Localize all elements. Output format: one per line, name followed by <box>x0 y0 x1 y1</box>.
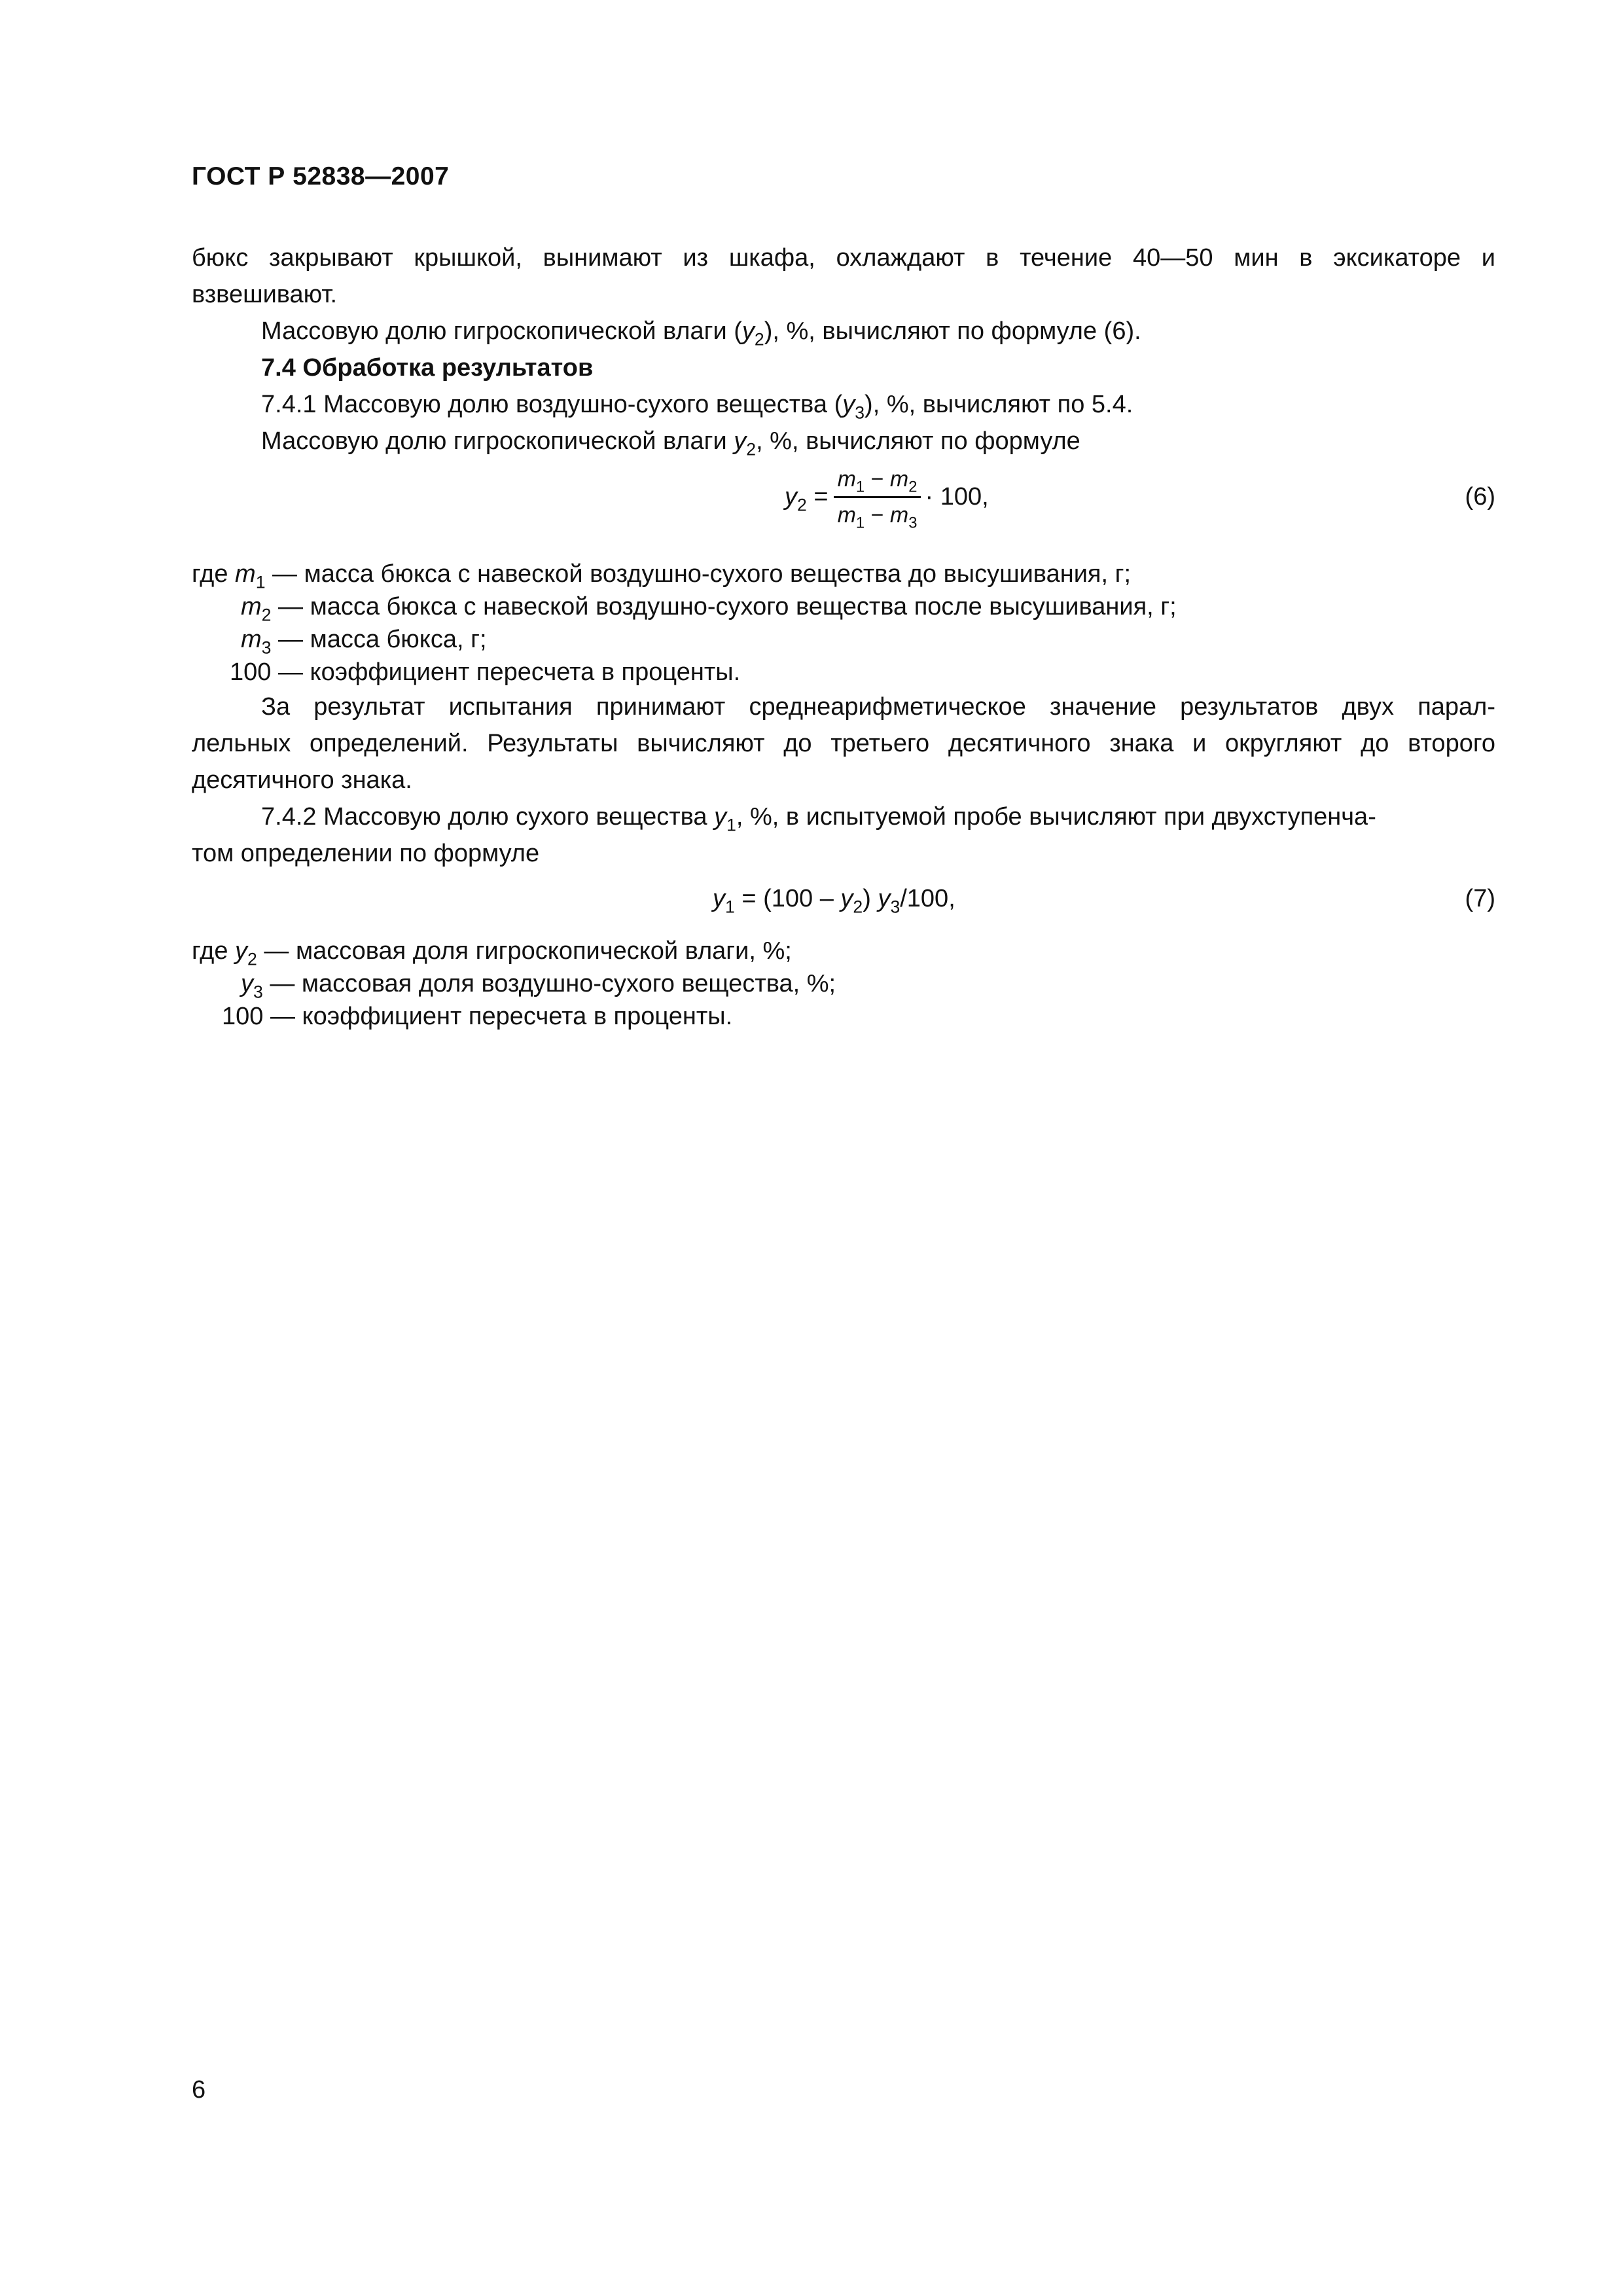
subscript: 2 <box>746 439 757 459</box>
text-run: ), %, вычисляют по формуле (6). <box>764 317 1141 345</box>
variable: y <box>842 391 855 418</box>
variable: y <box>741 317 755 345</box>
formula-number: (7) <box>1465 885 1495 912</box>
text-run: ), %, вычисляют по 5.4. <box>865 391 1133 418</box>
variable: y <box>714 803 727 831</box>
where-item: 100 — коэффициент пересчета в проценты. <box>222 1003 733 1030</box>
paragraph-line <box>192 313 1495 350</box>
subscript: 3 <box>855 403 865 423</box>
text-run: 7.4.2 Массовую долю сухого вещества <box>261 803 715 831</box>
paragraph-line: десятичного знака. <box>192 766 412 794</box>
fraction-numerator: $m_1 - m_2$ <box>834 466 921 498</box>
paragraph-line <box>192 386 1495 423</box>
variable: y <box>734 427 747 455</box>
where-item: где $y_2$ — массовая доля гигроскопической влаги, %; <box>192 937 792 969</box>
formula-lhs: $y_2$ = <box>785 483 829 515</box>
paragraph-line: лельных определений. Результаты вычисляют до третьего десятичного знака и округляют до второго <box>192 730 1495 757</box>
text-run: 7.4.1 Массовую долю воздушно-сухого вещества ( <box>261 391 843 418</box>
text-run: Массовую долю гигроскопической влаги <box>261 427 734 455</box>
formula-7-expression: $y_1 = (100 - y_2)$ $y_3/100$, <box>713 885 955 917</box>
paragraph-line: взвешивают. <box>192 281 338 308</box>
formula-number: (6) <box>1465 483 1495 511</box>
formula-6-expression <box>785 466 989 532</box>
paragraph-line <box>192 423 1495 459</box>
fraction <box>834 466 921 532</box>
fraction-denominator: $m_1 - m_3$ <box>837 503 918 532</box>
paragraph-line: том определении по формуле <box>192 840 540 867</box>
formula-7 <box>192 872 1495 935</box>
where-item: $m_2$ — масса бюкса с навеской воздушно-сухого вещества после высушивания, г; <box>241 593 1177 625</box>
text-run: , %, в испытуемой пробе вычисляют при двухступенча- <box>736 803 1376 831</box>
page-number: 6 <box>192 2076 206 2104</box>
text-run: Массовую долю гигроскопической влаги ( <box>261 317 742 345</box>
paragraph-line: бюкс закрывают крышкой, вынимают из шкафа, охлаждают в течение 40—50 мин в эксикаторе и <box>192 244 1495 272</box>
formula-6 <box>192 459 1495 558</box>
where-item: $y_3$ — массовая доля воздушно-сухого вещества, %; <box>241 970 836 1002</box>
document-body <box>192 240 1495 1033</box>
paragraph-line: За результат испытания принимают среднеарифметическое значение результатов двух парал- <box>261 693 1495 721</box>
formula-rhs: · 100, <box>925 483 989 511</box>
section-heading: 7.4 Обработка результатов <box>261 354 594 382</box>
where-item: $m_3$ — масса бюкса, г; <box>241 626 487 658</box>
subscript: 2 <box>754 329 764 350</box>
paragraph-line <box>192 798 1495 835</box>
where-item: 100 — коэффициент пересчета в проценты. <box>230 658 741 686</box>
text-run: , %, вычисляют по формуле <box>756 427 1080 455</box>
where-item: где $m_1$ — масса бюкса с навеской воздушно-сухого вещества до высушивания, г; <box>192 560 1132 592</box>
document-header-title: ГОСТ Р 52838—2007 <box>192 162 450 190</box>
subscript: 1 <box>726 815 736 835</box>
